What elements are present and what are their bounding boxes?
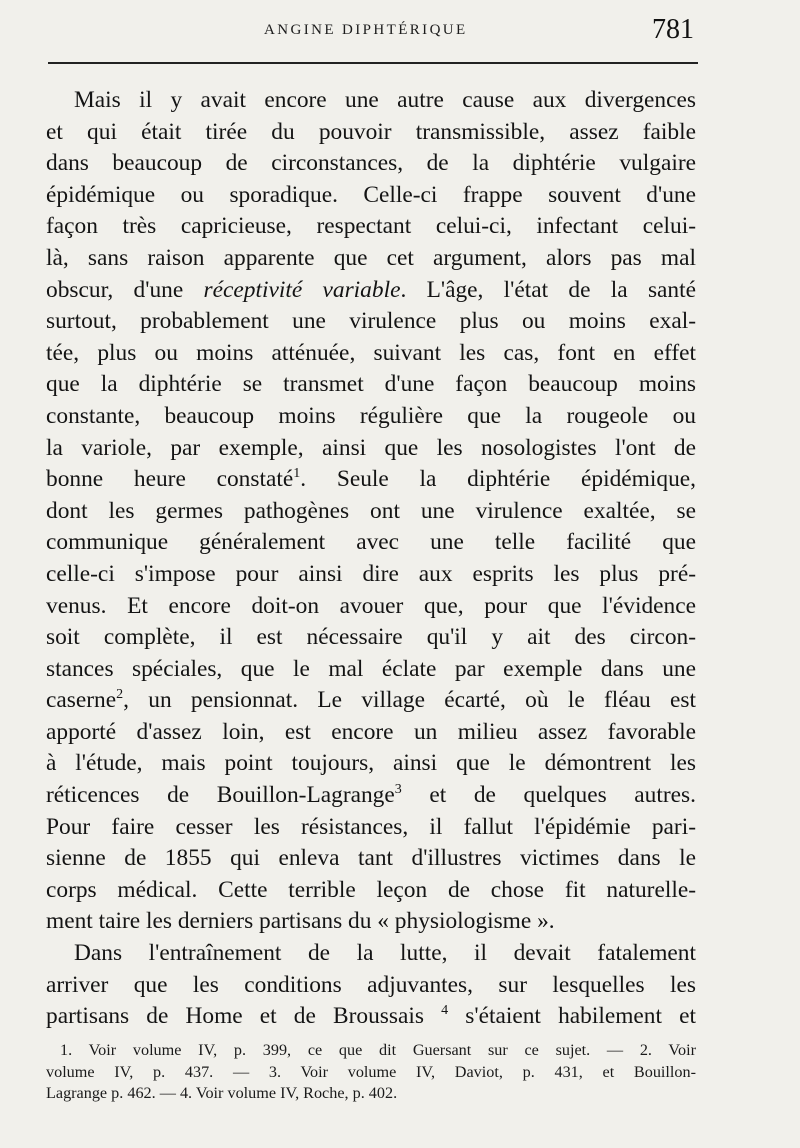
text-line [46,685,696,717]
footnote-line: volume IV, p. 437. — 3. Voir volume IV, Daviot, p. 431, et Bouillon- [46,1062,696,1081]
text-run: s'étaient habilement et [448,1003,697,1030]
text-run: . Seule la diphtérie épidémique, [300,466,696,493]
text-run: obscur, d'une [46,276,204,303]
text-line: façon très capricieuse, respectant celui-ci, infectant celui- [46,213,696,240]
page-header [44,14,698,54]
text-line: Dans l'entraînement de la lutte, il devait fatalement [74,940,696,967]
body-text [46,85,696,1033]
text-line: que la diphtérie se transmet d'une façon beaucoup moins [46,371,696,398]
running-title: ANGINE DIPHTÉRIQUE [264,22,468,38]
text-line: dans beaucoup de circonstances, de la diphtérie vulgaire [46,150,696,177]
text-line: Mais il y avait encore une autre cause aux divergences [74,87,696,113]
text-line: sienne de 1855 qui enleva tant d'illustres victimes dans le [46,845,696,872]
text-run: bonne heure constaté [46,466,294,493]
footnote-ref: 3 [394,782,402,798]
text-line: venus. Et encore doit-on avouer que, pour que l'évidence [46,592,696,619]
text-line: épidémique ou sporadique. Celle-ci frappe souvent d'une [46,181,696,208]
text-line: surtout, probablement une virulence plus ou moins exal- [46,308,696,335]
text-line [46,275,696,307]
italic-phrase: réceptivité variable [203,276,401,303]
text-run: réticences de Bouillon-Lagrange [46,782,395,809]
text-line: constante, beaucoup moins régulière que la rougeole ou [46,402,696,429]
text-run: et de quelques autres. [401,782,696,809]
text-line: dont les germes pathogènes ont une virulence exaltée, se [46,497,696,524]
text-line: Pour faire cesser les résistances, il fallut l'épidémie pari- [46,813,696,840]
text-line: tée, plus ou moins atténuée, suivant les cas, font en effet [46,339,696,366]
text-line: corps médical. Cette terrible leçon de chose fit naturelle- [46,876,696,903]
text-line: stances spéciales, que le mal éclate par exemple dans une [46,655,696,682]
footnote-ref: 4 [441,1003,449,1019]
footnote-line: Lagrange p. 462. — 4. Voir volume IV, Roche, p. 402. [46,1084,398,1103]
text-run: partisans de Home et de Broussais [46,1003,442,1030]
text-line: arriver que les conditions adjuvantes, sur lesquelles les [46,971,696,998]
header-rule [48,62,698,64]
footnote-ref: 1 [293,466,301,482]
text-run: , un pensionnat. Le village écarté, où le fléau est [123,687,696,714]
text-line: là, sans raison apparente que cet argument, alors pas mal [46,244,696,271]
text-line: celle-ci s'impose pour ainsi dire aux esprits les plus pré- [46,560,696,587]
text-line [46,1001,696,1033]
text-line: la variole, par exemple, ainsi que les nosologistes l'ont de [46,434,696,461]
text-line: et qui était tirée du pouvoir transmissible, assez faible [46,118,696,145]
footnotes [46,1040,696,1105]
footnote-ref: 2 [116,687,124,703]
text-line [46,464,696,496]
page-number: 781 [652,14,694,45]
text-line [46,780,696,812]
text-line: apporté d'assez loin, est encore un milieu assez favorable [46,718,696,745]
text-line: à l'étude, mais point toujours, ainsi que le démontrent les [46,750,696,777]
text-line: soit complète, il est nécessaire qu'il y ait des circon- [46,624,696,651]
text-line: ment taire les derniers partisans du « physiologisme ». [46,908,555,935]
text-run: . L'âge, l'état de la santé [400,276,696,303]
footnote-line: 1. Voir volume IV, p. 399, ce que dit Guersant sur ce sujet. — 2. Voir [60,1041,696,1059]
text-run: caserne [46,687,117,714]
text-line: communique généralement avec une telle facilité que [46,529,696,556]
